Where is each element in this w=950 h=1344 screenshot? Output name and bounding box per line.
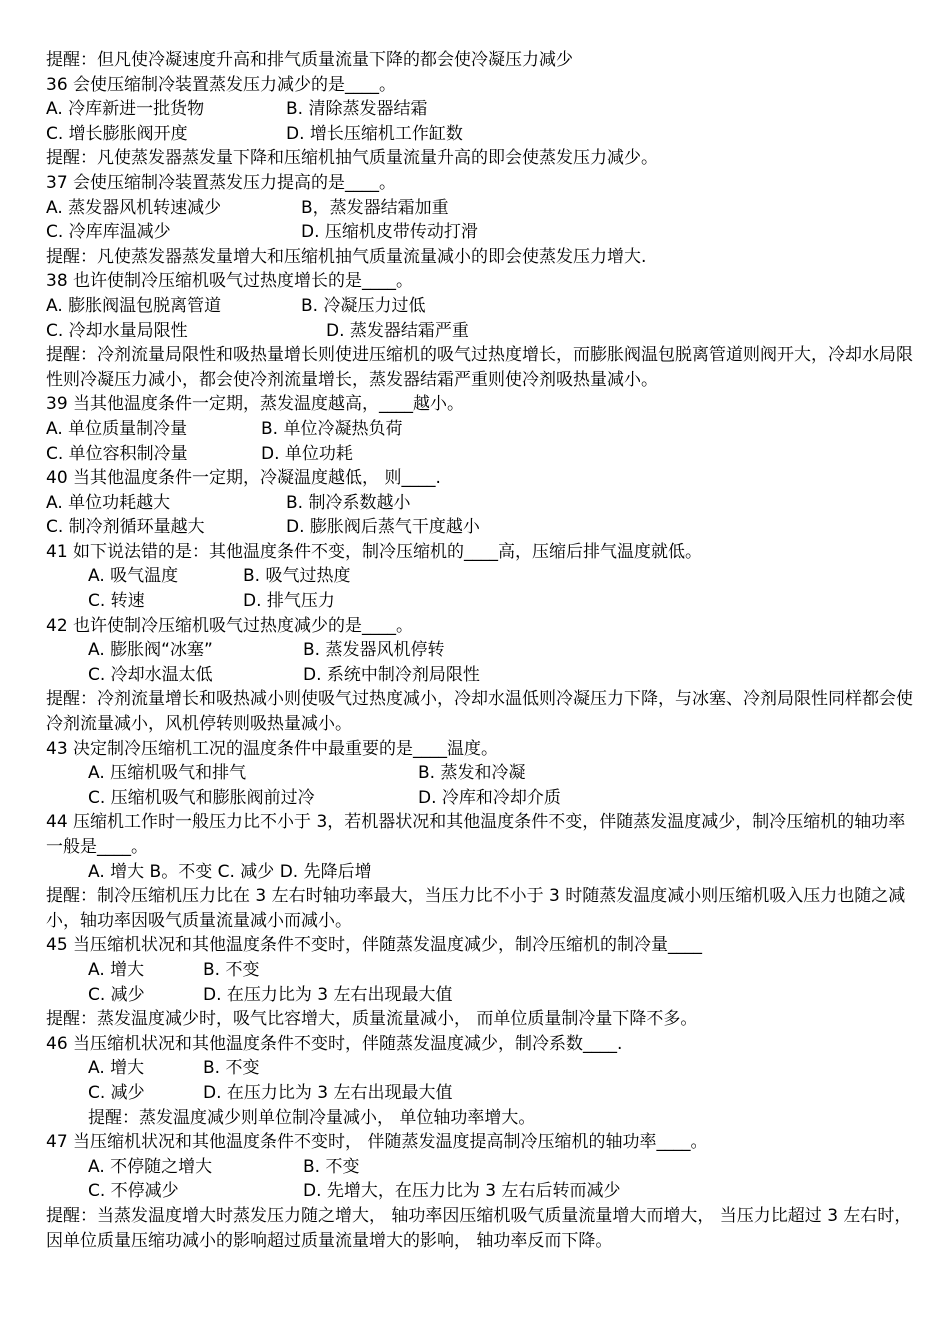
option-text: A. 单位质量制冷量 [46,418,188,439]
option-text: B. 制冷系数越小 [286,492,411,513]
options-line [46,97,916,122]
text-line: 45 当压缩机状况和其他温度条件不变时，伴随蒸发温度减少，制冷压缩机的制冷量____ [46,935,703,956]
option-text: D. 在压力比为 3 左右出现最大值 [203,984,453,1005]
text-line: 44 压缩机工作时一般压力比不小于 3，若机器状况和其他温度条件不变，伴随蒸发温度减少，制冷压缩机的轴功率一般是____。 [46,812,906,857]
option-text: C. 减少 [88,984,145,1005]
option-text: B. 不变 [203,959,260,980]
option-text: C. 冷却水量局限性 [46,320,188,341]
options-line [46,196,916,221]
text-line: 提醒：冷剂流量局限性和吸热量增长则使进压缩机的吸气过热度增长，而膨胀阀温包脱离管道则阀开大，冷却水局限性则冷凝压力减小，都会使冷剂流量增长，蒸发器结霜严重则使冷剂吸热量减小。 [46,345,913,390]
option-text: D. 冷库和冷却介质 [418,787,561,808]
options-line [46,1056,916,1081]
option-text: C. 不停减少 [88,1181,179,1202]
option-text: C. 压缩机吸气和膨胀阀前过冷 [88,787,315,808]
option-text: A. 压缩机吸气和排气 [88,763,247,784]
options-line [46,1081,916,1106]
option-text: C. 转速 [88,591,145,612]
options-line [46,1155,916,1180]
text-line: 提醒：但凡使冷凝速度升高和排气质量流量下降的都会使冷凝压力减少 [46,50,573,70]
text-line: 提醒：凡使蒸发器蒸发量增大和压缩机抽气质量流量减小的即会使蒸发压力增大. [46,246,647,267]
text-line: 42 也许使制冷压缩机吸气过热度减少的是____。 [46,615,414,636]
option-text: C. 冷库库温减少 [46,222,171,243]
text-line: 41 如下说法错的是：其他温度条件不变，制冷压缩机的____高，压缩后排气温度就低。 [46,541,703,562]
option-text: C. 单位容积制冷量 [46,443,188,464]
option-text: B. 不变 [203,1058,260,1079]
option-text: A. 增大 [88,1058,145,1079]
option-text: B. 吸气过热度 [243,566,351,587]
text-line: 40 当其他温度条件一定期，冷凝温度越低， 则____. [46,468,441,489]
option-text: A. 膨胀阀“冰塞” [88,640,213,661]
text-line: 38 也许使制冷压缩机吸气过热度增长的是____。 [46,271,414,292]
text-line: 43 决定制冷压缩机工况的温度条件中最重要的是____温度。 [46,738,499,759]
option-text: A. 蒸发器风机转速减少 [46,197,222,218]
options-line [46,1179,916,1204]
option-text: D. 增长压缩机工作缸数 [286,123,463,144]
option-text: B. 单位冷凝热负荷 [261,418,403,439]
text-line: 提醒：凡使蒸发器蒸发量下降和压缩机抽气质量流量升高的即会使蒸发压力减少。 [46,148,658,169]
options-line [46,589,916,614]
text-line: 47 当压缩机状况和其他温度条件不变时， 伴随蒸发温度提高制冷压缩机的轴功率____。 [46,1132,708,1153]
option-text: C. 减少 [88,1082,145,1103]
option-text: B. 不变 [303,1156,360,1177]
options-line [46,786,916,811]
options-line [46,417,916,442]
text-line: 提醒：蒸发温度减少时，吸气比容增大，质量流量减小， 而单位质量制冷量下降不多。 [46,1009,698,1030]
options-line [46,319,916,344]
option-text: B. 蒸发和冷凝 [418,763,526,784]
option-text: D. 单位功耗 [261,443,353,464]
option-text: D. 系统中制冷剂局限性 [303,664,480,685]
option-text: A. 增大 [88,959,145,980]
options-line [46,294,916,319]
options-line [46,122,916,147]
option-text: D. 压缩机皮带传动打滑 [301,222,478,243]
options-line [46,564,916,589]
options-line [46,983,916,1008]
option-text: B，蒸发器结霜加重 [301,197,449,218]
option-text: C. 冷却水温太低 [88,664,213,685]
options-line [46,220,916,245]
option-text: A. 吸气温度 [88,566,179,587]
document-body [46,48,916,1253]
options-line [46,442,916,467]
text-line: 提醒：冷剂流量增长和吸热减小则使吸气过热度减小，冷却水温低则冷凝压力下降，与冰塞、冷剂局限性同样都会使冷剂流量减小，风机停转则吸热量减小。 [46,689,913,735]
text-line: 提醒：当蒸发温度增大时蒸发压力随之增大， 轴功率因压缩机吸气质量流量增大而增大， 当压力比超过 3 左右时， 因单位质量压缩功减小的影响超过质量流量增大的影响， 轴功率反而下降。 [46,1205,912,1251]
options-line [46,491,916,516]
options-line [46,663,916,688]
text-line: 提醒：蒸发温度减少则单位制冷量减小， 单位轴功率增大。 [88,1107,536,1128]
option-text: D. 膨胀阀后蒸气干度越小 [286,517,480,538]
option-text: B. 蒸发器风机停转 [303,640,445,661]
text-line: A. 增大 B。不变 C. 减少 D. 先降后增 [88,861,372,882]
option-text: D. 先增大，在压力比为 3 左右后转而减少 [303,1181,621,1202]
options-line [46,515,916,540]
text-line: 39 当其他温度条件一定期，蒸发温度越高，____越小。 [46,394,465,415]
option-text: C. 增长膨胀阀开度 [46,123,188,144]
options-line [46,638,916,663]
option-text: A. 不停随之增大 [88,1156,213,1177]
options-line [46,761,916,786]
text-line: 36 会使压缩制冷装置蒸发压力减少的是____。 [46,74,397,95]
text-line: 46 当压缩机状况和其他温度条件不变时，伴随蒸发温度减少，制冷系数____. [46,1033,623,1054]
text-line: 提醒：制冷压缩机压力比在 3 左右时轴功率最大，当压力比不小于 3 时随蒸发温度减小则压缩机吸入压力也随之减小，轴功率因吸气质量流量减小而减小。 [46,886,906,931]
option-text: A. 膨胀阀温包脱离管道 [46,295,222,316]
option-text: D. 蒸发器结霜严重 [326,320,469,341]
option-text: D. 排气压力 [243,591,335,612]
option-text: B. 冷凝压力过低 [301,295,426,316]
option-text: B. 清除蒸发器结霜 [286,99,428,120]
option-text: A. 单位功耗越大 [46,492,171,513]
option-text: D. 在压力比为 3 左右出现最大值 [203,1082,453,1103]
options-line [46,958,916,983]
option-text: A. 冷库新进一批货物 [46,99,205,120]
option-text: C. 制冷剂循环量越大 [46,517,205,538]
text-line: 37 会使压缩制冷装置蒸发压力提高的是____。 [46,172,397,193]
